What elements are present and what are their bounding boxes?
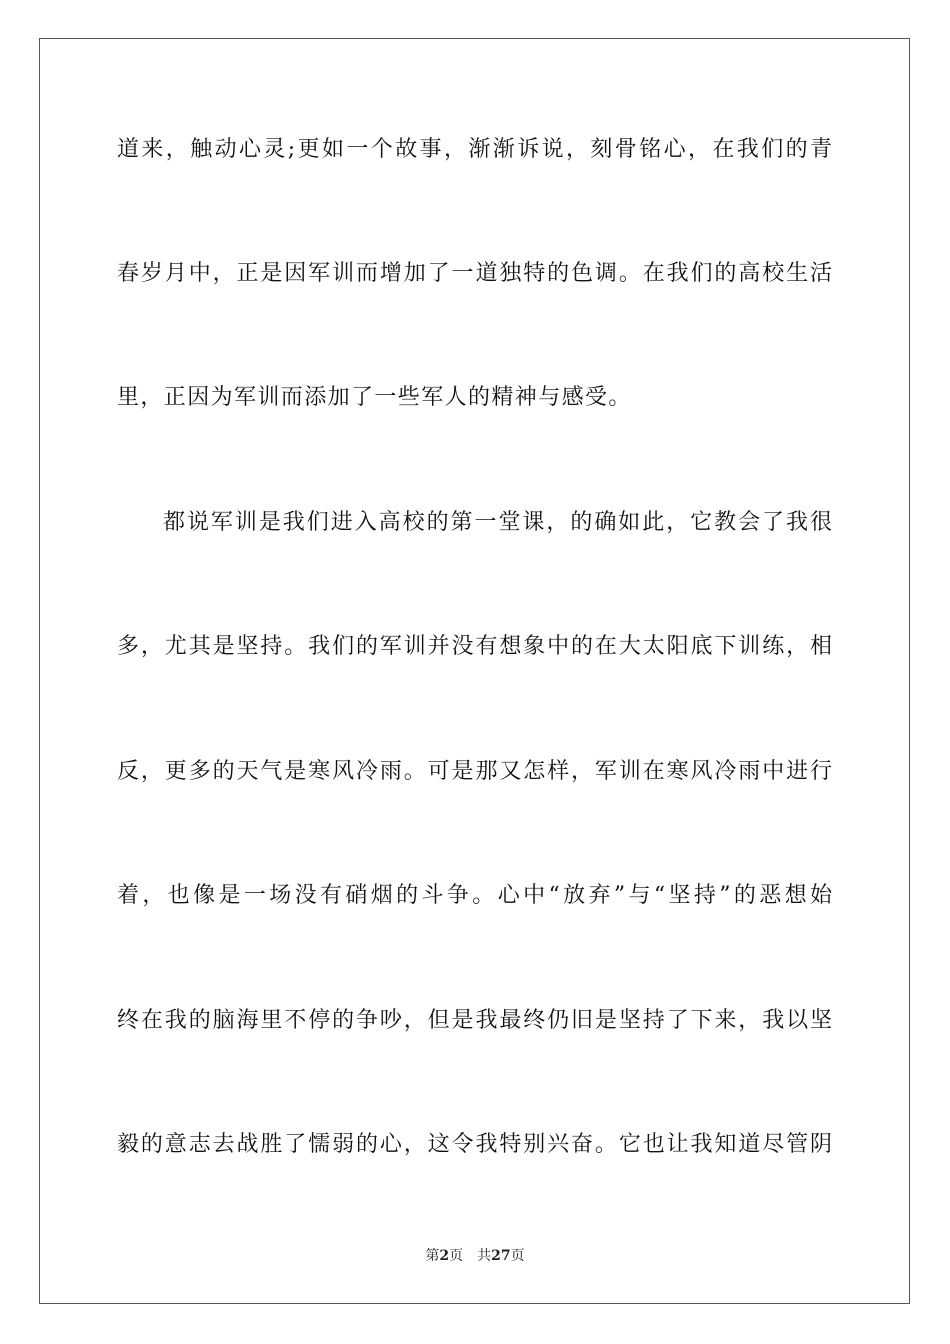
body-line-4: 都说军训是我们进入高校的第一堂课，的确如此，它教会了我很: [163, 510, 832, 535]
body-line-8: 终在我的脑海里不停的争吵，但是我最终仍旧是坚持了下来，我以坚: [117, 1008, 832, 1033]
body-line-2: 春岁月中，正是因军训而增加了一道独特的色调。在我们的高校生活: [117, 261, 832, 286]
body-line-6: 反，更多的天气是寒风冷雨。可是那又怎样，军训在寒风冷雨中进行: [117, 759, 832, 784]
page-border: [39, 38, 910, 1304]
page-suffix: 页: [449, 1248, 464, 1264]
body-line-1: 道来，触动心灵;更如一个故事，渐渐诉说，刻骨铭心，在我们的青: [117, 137, 832, 162]
total-suffix: 页: [510, 1248, 525, 1264]
page-prefix: 第: [425, 1248, 440, 1264]
page-footer: [0, 1246, 950, 1266]
body-line-9: 毅的意志去战胜了懦弱的心，这令我特别兴奋。它也让我知道尽管阴: [117, 1132, 832, 1157]
body-line-5: 多，尤其是坚持。我们的军训并没有想象中的在大太阳底下训练，相: [117, 634, 832, 659]
body-line-3: 里，正因为军训而添加了一些军人的精神与感受。: [117, 385, 632, 410]
total-pages: 27: [491, 1248, 511, 1264]
body-line-7: 着，也像是一场没有硝烟的斗争。心中“放弃”与“坚持”的恶想始: [117, 883, 832, 908]
page-number: 2: [439, 1248, 450, 1264]
total-prefix: 共: [477, 1248, 492, 1264]
